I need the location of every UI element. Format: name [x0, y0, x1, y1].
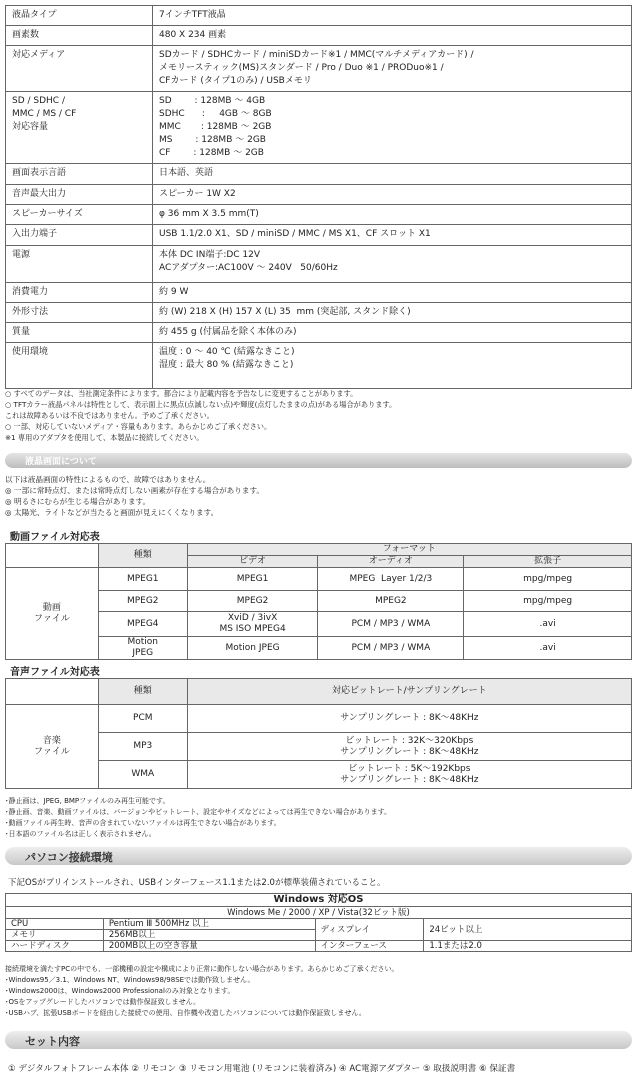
audio-cell: サンプリングレート : 8K～48KHz [187, 705, 631, 733]
os-title: Windows 対応OS [6, 894, 632, 907]
blank-cell [6, 544, 99, 568]
video-cell: MPEG4 [98, 612, 187, 637]
video-cell: MPEG2 [318, 591, 464, 612]
spec-row [6, 246, 632, 283]
note-line: ･USBハブ、拡張USBボードを経由した接続での使用、自作機や改造したパソコンについては動作保証致しません。 [5, 1009, 366, 1017]
spec-row [6, 185, 632, 205]
sub-header: ビデオ [187, 556, 318, 568]
note-line: ※1 専用のアダプタを使用して、本製品に接続してください。 [5, 433, 204, 442]
spec-key: SD / SDHC / MMC / MS / CF 対応容量 [6, 92, 153, 164]
video-cell: .avi [464, 637, 632, 660]
format-header: フォーマット [187, 544, 631, 556]
video-cell: mpg/mpeg [464, 568, 632, 591]
pc-section-title: パソコン接続環境 [25, 851, 113, 864]
spec-key: 外形寸法 [6, 303, 153, 323]
spec-value: 7インチTFT液晶 [153, 6, 632, 26]
spec-row [6, 46, 632, 92]
blank-cell [6, 679, 99, 705]
spec-value: 本体 DC IN端子:DC 12V ACアダプター:AC100V ～ 240V 50/60Hz [153, 246, 632, 283]
pc-intro: 下記OSがプリインストールされ、USBインターフェース1.1または2.0が標準装備されていること。 [8, 878, 386, 888]
audio-cell: WMA [98, 761, 187, 789]
spec-key: 音声最大出力 [6, 185, 153, 205]
note-line: ･OSをアップグレードしたパソコンでは動作保証致しません。 [5, 998, 201, 1006]
spec-row [6, 225, 632, 246]
os-list: Windows Me / 2000 / XP / Vista(32ビット版) [6, 907, 632, 919]
video-table-title: 動画ファイル対応表 [10, 532, 100, 543]
spec-row [6, 283, 632, 303]
req-key: ハードディスク [6, 941, 104, 952]
video-header-row [6, 544, 632, 556]
spec-row [6, 303, 632, 323]
audio-cell: PCM [98, 705, 187, 733]
type-header: 種類 [98, 679, 187, 705]
spec-row [6, 26, 632, 46]
spec-value: SDカード / SDHCカード / miniSDカード※1 / MMC(マルチメディアカード) / メモリースティック(MS)スタンダード / Pro / Duo ※1 / PRODuo※1 / CFカード (タイプ1のみ) / USBメモリ [153, 46, 632, 92]
video-row [6, 612, 632, 637]
audio-header-row [6, 679, 632, 705]
spec-key: 液晶タイプ [6, 6, 153, 26]
video-cell: XviD / 3ivX MS ISO MPEG4 [187, 612, 318, 637]
video-cell: MPEG1 [98, 568, 187, 591]
video-row [6, 637, 632, 660]
spec-key: スピーカーサイズ [6, 205, 153, 225]
spec-key: 対応メディア [6, 46, 153, 92]
audio-table [5, 678, 632, 789]
video-cell: MPEG2 [187, 591, 318, 612]
video-cell: PCM / MP3 / WMA [318, 637, 464, 660]
audio-row [6, 733, 632, 761]
req-key: CPU [6, 919, 104, 930]
audio-cell: MP3 [98, 733, 187, 761]
video-row [6, 568, 632, 591]
note-line: ◎ 太陽光、ライトなどが当たると画面が見えにくくなります。 [5, 508, 219, 517]
note-line: 以下は液晶画面の特性によるもので、故障ではありません。 [5, 475, 211, 484]
note-line: ･動画ファイル再生時、音声の含まれていないファイルは再生できない場合があります。 [5, 819, 281, 827]
spec-row [6, 6, 632, 26]
spec-value: 約 (W) 218 X (H) 157 X (L) 35 mm (突起部, スタンド除く) [153, 303, 632, 323]
audio-group-label: 音楽 ファイル [6, 705, 99, 789]
audio-cell: ビットレート : 32K～320Kbps サンプリングレート : 8K～48KHz [187, 733, 631, 761]
note-line: ◎ 明るさにむらが生じる場合があります。 [5, 497, 151, 506]
spec-key: 消費電力 [6, 283, 153, 303]
req-value: 200MB以上の空き容量 [103, 941, 315, 952]
sub-header: 拡張子 [464, 556, 632, 568]
note-line: ◎ 一部に常時点灯、または常時点灯しない画素が存在する場合があります。 [5, 486, 265, 495]
pc-requirements-table [5, 893, 632, 952]
spec-value: 約 9 W [153, 283, 632, 303]
video-cell: Motion JPEG [98, 637, 187, 660]
sub-header: オーディオ [318, 556, 464, 568]
rate-header: 対応ビットレート/サンプリングレート [187, 679, 631, 705]
spec-row [6, 92, 632, 164]
req-key: ディスプレイ [315, 919, 424, 941]
req-key: メモリ [6, 930, 104, 941]
spec-value: 約 455 g (付属品を除く本体のみ) [153, 323, 632, 343]
note-line: ･Windows95／3.1、Windows NT、Windows98/98SEでは動作致しません。 [5, 976, 255, 984]
spec-value: 温度 : 0 ～ 40 ℃ (結露なきこと) 湿度 : 最大 80 % (結露なきこと) [153, 343, 632, 389]
video-cell: .avi [464, 612, 632, 637]
pc-notes [5, 964, 399, 1019]
lcd-notes [5, 474, 264, 518]
req-value: 256MB以上 [103, 930, 315, 941]
spec-value: 480 X 234 画素 [153, 26, 632, 46]
note-line: ･日本語のファイル名は正しく表示されません。 [5, 830, 156, 838]
video-cell: MPEG1 [187, 568, 318, 591]
spec-value: SD : 128MB ～ 4GB SDHC : 4GB ～ 8GB MMC : 128MB ～ 2GB MS : 128MB ～ 2GB CF : 128MB ～ 2GB [153, 92, 632, 164]
spec-value: スピーカー 1W X2 [153, 185, 632, 205]
video-row [6, 591, 632, 612]
audio-row [6, 705, 632, 733]
audio-cell: ビットレート : 5K～192Kbps サンプリングレート : 8K～48KHz [187, 761, 631, 789]
set-section-bar [5, 1031, 632, 1049]
video-cell: PCM / MP3 / WMA [318, 612, 464, 637]
set-section-title: セット内容 [25, 1035, 80, 1048]
spec-key: 画面表示言語 [6, 164, 153, 185]
note-line: ･静止画は、JPEG, BMPファイルのみ再生可能です。 [5, 797, 170, 805]
video-cell: MPEG2 [98, 591, 187, 612]
type-header: 種類 [98, 544, 187, 568]
note-line: ○ 一部、対応していないメディア・容量もあります。あらかじめご了承ください。 [5, 422, 272, 431]
spec-key: 電源 [6, 246, 153, 283]
video-cell: MPEG Layer 1/2/3 [318, 568, 464, 591]
note-line: ･静止画、音楽、動画ファイルは、バージョンやビットレート、設定やサイズなどによっては再生できない場合があります。 [5, 808, 392, 816]
video-cell: Motion JPEG [187, 637, 318, 660]
spec-value: 日本語、英語 [153, 164, 632, 185]
lcd-section-bar [5, 453, 632, 468]
spec-row [6, 343, 632, 389]
spec-key: 入出力端子 [6, 225, 153, 246]
spec-table [5, 5, 632, 389]
note-line: ･Windows2000は、Windows2000 Professionalのみ対象となります。 [5, 987, 235, 995]
note-line: 接続環境を満たすPCの中でも、一部機種の設定や構成により正常に動作しない場合があります。あらかじめご了承ください。 [5, 965, 399, 973]
spec-row [6, 164, 632, 185]
req-value: 24ビット以上 [424, 919, 632, 941]
media-notes [5, 796, 391, 840]
set-contents: ① デジタルフォトフレーム本体 ② リモコン ③ リモコン用電池 (リモコンに装着済み) ④ AC電源アダプター ⑤ 取扱説明書 ⑥ 保証書 [8, 1064, 516, 1074]
spec-value: φ 36 mm X 3.5 mm(T) [153, 205, 632, 225]
spec-row [6, 323, 632, 343]
video-table [5, 543, 632, 660]
audio-row [6, 761, 632, 789]
req-value: Pentium Ⅲ 500MHz 以上 [103, 919, 315, 930]
video-group-label: 動画 ファイル [6, 568, 99, 660]
spec-key: 使用環境 [6, 343, 153, 389]
req-key: インターフェース [315, 941, 424, 952]
req-value: 1.1または2.0 [424, 941, 632, 952]
spec-key: 質量 [6, 323, 153, 343]
spec-key: 画素数 [6, 26, 153, 46]
spec-value: USB 1.1/2.0 X1、SD / miniSD / MMC / MS X1、CF スロット X1 [153, 225, 632, 246]
pc-section-bar [5, 847, 632, 865]
note-line: ○ TFTカラー液晶パネルは特性として、表示面上に黒点(点滅しない点)や輝度(点灯したままの点)がある場合があります。 [5, 400, 397, 409]
spec-row [6, 205, 632, 225]
note-line: ○ すべてのデータは、当社測定条件によります。都合により記載内容を予告なしに変更することがあります。 [5, 389, 358, 398]
lcd-section-title: 液晶画面について [25, 457, 97, 467]
spec-notes [5, 388, 396, 443]
audio-table-title: 音声ファイル対応表 [10, 667, 100, 678]
video-cell: mpg/mpeg [464, 591, 632, 612]
note-line: これは故障あるいは不良ではありません。予めご了承ください。 [5, 411, 214, 420]
